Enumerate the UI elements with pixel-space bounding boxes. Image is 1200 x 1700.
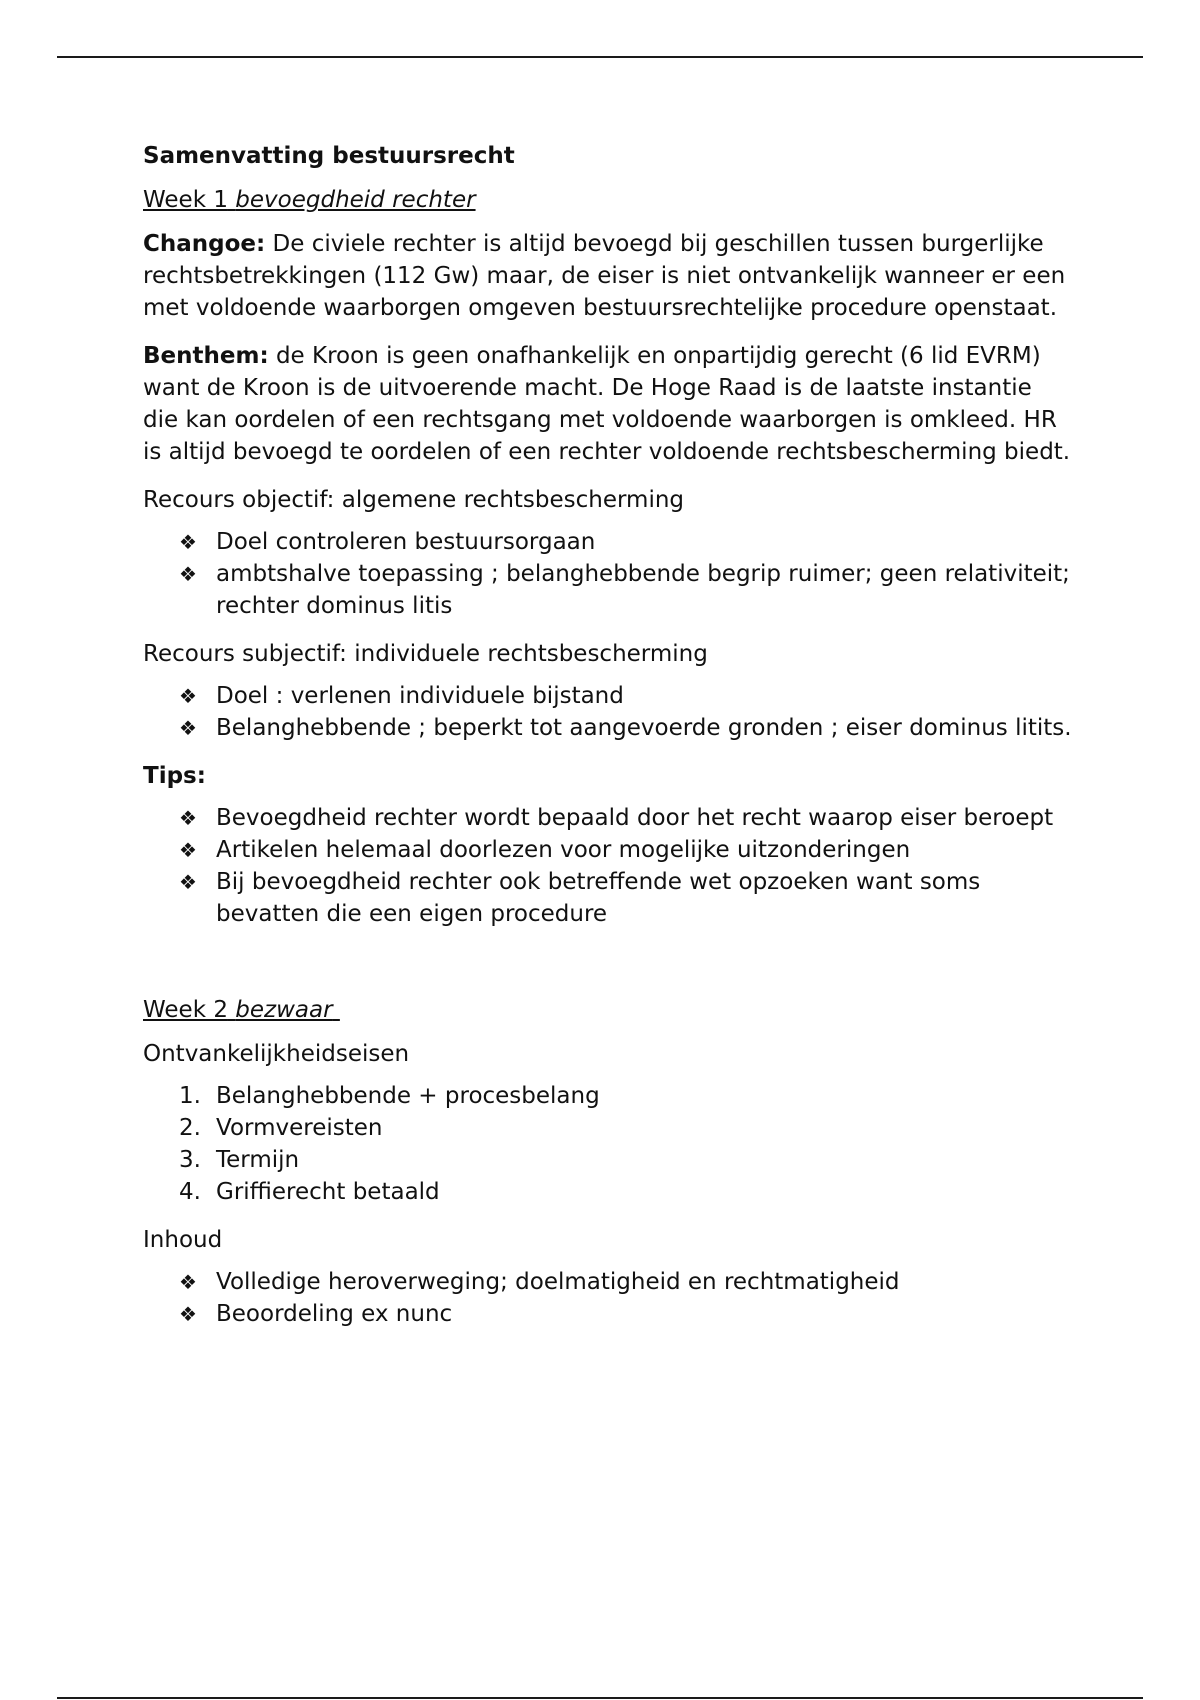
inhoud-heading: Inhoud [143,1227,223,1253]
ontvankelijkheid-list [143,1080,1073,1208]
inhoud-list [143,1266,1073,1330]
bullet-diamond-icon: ❖ [179,1302,197,1326]
bullet-diamond-icon: ❖ [179,684,197,708]
list-item-text: Griffierecht betaald [216,1179,440,1205]
bullet-diamond-icon: ❖ [179,716,197,740]
list-item-text: Volledige heroverweging; doelmatigheid en rechtmatigheid [216,1269,900,1295]
document-title: Samenvatting bestuursrecht [143,143,515,169]
week-1-topic: bevoegdheid rechter [235,187,476,213]
tips-list [143,802,1073,930]
week-2-label: Week 2 [143,997,228,1023]
section-spacer [143,946,1073,994]
bullet-diamond-icon: ❖ [179,530,197,554]
list-item [143,1144,1073,1176]
list-item-text: Vormvereisten [216,1115,383,1141]
benthem-paragraph [143,340,1073,468]
recours-subjectif-heading: Recours subjectif: individuele rechtsbescherming [143,641,708,667]
benthem-lead: Benthem: [143,343,269,369]
list-item [143,866,1073,930]
list-item [143,680,1073,712]
recours-subjectif-list [143,680,1073,744]
changoe-paragraph [143,228,1073,324]
list-item-text: Bij bevoegdheid rechter ook betreffende wet opzoeken want soms bevatten die een eigen procedure [216,869,981,927]
list-item [143,802,1073,834]
bullet-diamond-icon: ❖ [179,1270,197,1294]
week-2-heading [143,994,1073,1026]
list-item [143,1080,1073,1112]
list-item-text: Belanghebbende + procesbelang [216,1083,600,1109]
document-body [143,140,1073,1346]
list-number: 2. [179,1115,201,1141]
ontvankelijkheid-heading: Ontvankelijkheidseisen [143,1041,410,1067]
recours-objectif-heading: Recours objectif: algemene rechtsbescherming [143,487,685,513]
bullet-diamond-icon: ❖ [179,870,197,894]
list-number: 1. [179,1083,201,1109]
list-item [143,526,1073,558]
changoe-text: De civiele rechter is altijd bevoegd bij geschillen tussen burgerlijke rechtsbetrekkingen (112 Gw) maar, de eiser is niet ontvankelijk wanneer er een met voldoende waarborgen omgeven bestuursrechtelijke procedure openstaat. [143,231,1066,321]
top-rule [57,56,1143,58]
bullet-diamond-icon: ❖ [179,838,197,862]
list-item-text: Termijn [216,1147,300,1173]
list-item-text: Doel controleren bestuursorgaan [216,529,596,555]
list-item [143,1112,1073,1144]
list-item [143,712,1073,744]
list-number: 3. [179,1147,201,1173]
list-item [143,834,1073,866]
list-item [143,1176,1073,1208]
list-item [143,1266,1073,1298]
list-item [143,1298,1073,1330]
changoe-lead: Changoe: [143,231,266,257]
week-1-heading [143,184,1073,216]
tips-heading: Tips: [143,763,206,789]
list-number: 4. [179,1179,201,1205]
list-item-text: Artikelen helemaal doorlezen voor mogelijke uitzonderingen [216,837,911,863]
list-item-text: Belanghebbende ; beperkt tot aangevoerde gronden ; eiser dominus litits. [216,715,1072,741]
week-1-label: Week 1 [143,187,228,213]
week-2-topic: bezwaar [235,997,333,1023]
list-item-text: Bevoegdheid rechter wordt bepaald door het recht waarop eiser beroept [216,805,1054,831]
list-item-text: Doel : verlenen individuele bijstand [216,683,624,709]
list-item [143,558,1073,622]
benthem-text: de Kroon is geen onafhankelijk en onpartijdig gerecht (6 lid EVRM) want de Kroon is de uitvoerende macht. De Hoge Raad is de laatste instantie die kan oordelen of een rechtsgang met voldoende waarborgen is omkleed. HR is altijd bevoegd te oordelen of een rechter voldoende rechtsbescherming biedt. [143,343,1071,465]
bottom-rule [57,1697,1143,1699]
list-item-text: ambtshalve toepassing ; belanghebbende begrip ruimer; geen relativiteit; rechter dominus litis [216,561,1070,619]
bullet-diamond-icon: ❖ [179,806,197,830]
recours-objectif-list [143,526,1073,622]
bullet-diamond-icon: ❖ [179,562,197,586]
list-item-text: Beoordeling ex nunc [216,1301,453,1327]
